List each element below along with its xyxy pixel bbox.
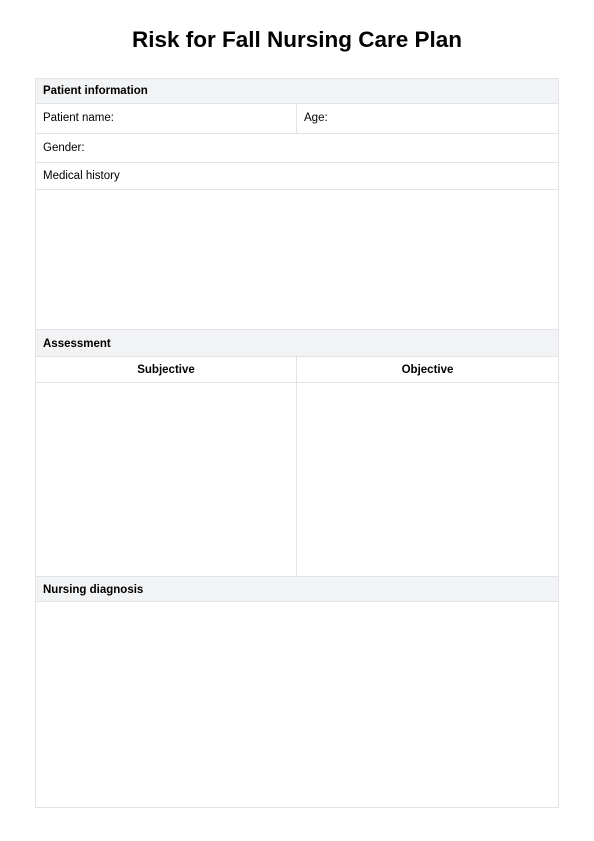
nursing-diagnosis-header bbox=[36, 577, 558, 602]
patient-name-age-row bbox=[36, 104, 558, 134]
patient-information-header bbox=[36, 79, 558, 104]
medical-history-input[interactable] bbox=[36, 190, 558, 330]
subjective-input[interactable] bbox=[36, 383, 296, 576]
assessment-input-row bbox=[36, 383, 558, 577]
assessment-column-headers bbox=[36, 357, 558, 383]
patient-name-label: Patient name: bbox=[43, 112, 114, 124]
nursing-diagnosis-input[interactable] bbox=[36, 602, 558, 807]
nursing-diagnosis-heading: Nursing diagnosis bbox=[43, 584, 144, 596]
medical-history-label: Medical history bbox=[43, 170, 120, 182]
care-plan-form bbox=[35, 78, 559, 808]
patient-information-heading: Patient information bbox=[43, 85, 148, 97]
assessment-header bbox=[36, 330, 558, 357]
gender-label: Gender: bbox=[43, 142, 85, 154]
gender-field[interactable] bbox=[36, 134, 558, 163]
age-label: Age: bbox=[304, 112, 328, 124]
age-field[interactable] bbox=[297, 104, 558, 133]
patient-name-field[interactable] bbox=[36, 104, 296, 133]
subjective-column-header: Subjective bbox=[137, 364, 195, 376]
assessment-heading: Assessment bbox=[43, 338, 111, 350]
medical-history-label-row bbox=[36, 163, 558, 190]
objective-column-header: Objective bbox=[401, 364, 454, 376]
page-title: Risk for Fall Nursing Care Plan bbox=[131, 27, 463, 52]
objective-input[interactable] bbox=[297, 383, 558, 576]
